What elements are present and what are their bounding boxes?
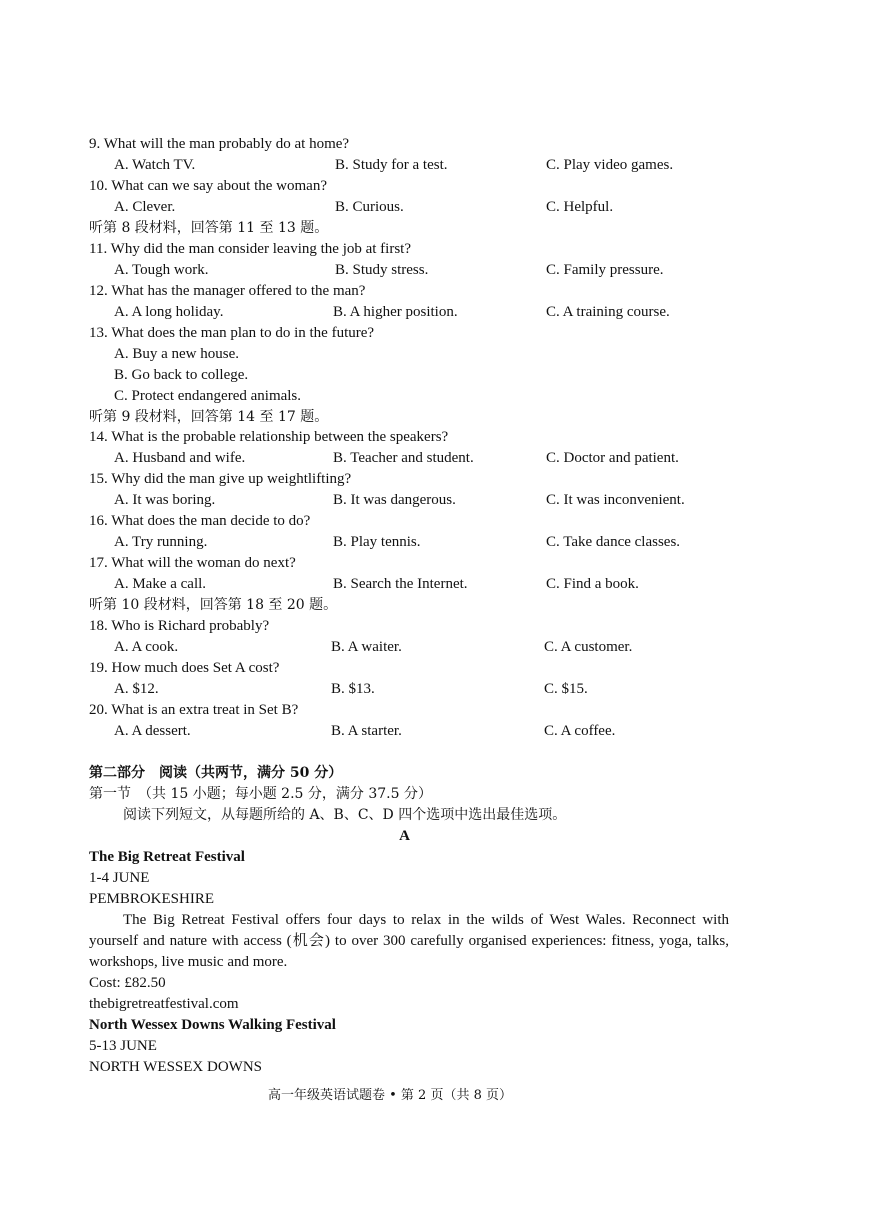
part-2-title: 第二部分 阅读（共两节，满分 50 分） <box>89 765 343 781</box>
section-9-heading: 听第 9 段材料，回答第 14 至 17 题。 <box>89 409 329 425</box>
option-12b: B. A higher position. <box>333 304 458 320</box>
option-12c: C. A training course. <box>546 304 670 320</box>
question-12: 12. What has the manager offered to the man? <box>89 283 366 299</box>
option-16b: B. Play tennis. <box>333 534 421 550</box>
question-15: 15. Why did the man give up weightlifting? <box>89 471 352 487</box>
option-17b: B. Search the Internet. <box>333 576 468 592</box>
option-16a: A. Try running. <box>114 534 208 550</box>
festival-2-place: NORTH WESSEX DOWNS <box>89 1059 262 1075</box>
question-17: 17. What will the woman do next? <box>89 555 296 571</box>
page-footer: 高一年级英语试题卷 • 第 2 页（共 8 页） <box>267 1088 512 1103</box>
option-16c: C. Take dance classes. <box>546 534 681 550</box>
festival-1-description: The Big Retreat Festival offers four days to relax in the wilds of West Wales. Reconnect with yourself and nature with access (机会) to over 300 carefully organised experiences: fitness, yoga, talks, workshops, live music and more. <box>89 912 729 970</box>
option-11a: A. Tough work. <box>114 262 209 278</box>
option-11c: C. Family pressure. <box>546 262 664 278</box>
option-11b: B. Study stress. <box>335 262 429 278</box>
option-9a: A. Watch TV. <box>114 157 196 173</box>
option-13c: C. Protect endangered animals. <box>114 388 302 404</box>
option-18c: C. A customer. <box>544 639 633 655</box>
festival-1-website: thebigretreatfestival.com <box>89 996 239 1012</box>
option-10c: C. Helpful. <box>546 199 614 215</box>
option-14c: C. Doctor and patient. <box>546 450 679 466</box>
festival-1-dates: 1-4 JUNE <box>89 870 150 886</box>
option-20c: C. A coffee. <box>544 723 616 739</box>
section-8-heading: 听第 8 段材料，回答第 11 至 13 题。 <box>89 220 329 236</box>
option-9c: C. Play video games. <box>546 157 674 173</box>
option-9b: B. Study for a test. <box>335 157 448 173</box>
option-19a: A. $12. <box>114 681 159 697</box>
festival-1-name: The Big Retreat Festival <box>89 849 245 865</box>
question-20: 20. What is an extra treat in Set B? <box>89 702 299 718</box>
festival-1-cost: Cost: £82.50 <box>89 975 166 991</box>
festival-2-name: North Wessex Downs Walking Festival <box>89 1017 336 1033</box>
passage-label: A <box>399 828 410 844</box>
option-13b: B. Go back to college. <box>114 367 249 383</box>
reading-instruction: 阅读下列短文，从每题所给的 A、B、C、D 四个选项中选出最佳选项。 <box>123 807 567 823</box>
option-20b: B. A starter. <box>331 723 402 739</box>
option-12a: A. A long holiday. <box>114 304 224 320</box>
option-15b: B. It was dangerous. <box>333 492 456 508</box>
question-16: 16. What does the man decide to do? <box>89 513 311 529</box>
question-14: 14. What is the probable relationship between the speakers? <box>89 429 449 445</box>
option-10a: A. Clever. <box>114 199 176 215</box>
question-9: 9. What will the man probably do at home? <box>89 136 350 152</box>
option-15a: A. It was boring. <box>114 492 216 508</box>
option-10b: B. Curious. <box>335 199 404 215</box>
option-18b: B. A waiter. <box>331 639 402 655</box>
question-10: 10. What can we say about the woman? <box>89 178 327 194</box>
part-2-section-1: 第一节 （共 15 小题；每小题 2.5 分，满分 37.5 分） <box>89 786 432 802</box>
festival-2-dates: 5-13 JUNE <box>89 1038 157 1054</box>
option-14a: A. Husband and wife. <box>114 450 246 466</box>
option-19c: C. $15. <box>544 681 588 697</box>
question-11: 11. Why did the man consider leaving the job at first? <box>89 241 412 257</box>
question-13: 13. What does the man plan to do in the future? <box>89 325 375 341</box>
option-20a: A. A dessert. <box>114 723 191 739</box>
question-18: 18. Who is Richard probably? <box>89 618 270 634</box>
option-19b: B. $13. <box>331 681 375 697</box>
option-17c: C. Find a book. <box>546 576 639 592</box>
option-15c: C. It was inconvenient. <box>546 492 685 508</box>
option-14b: B. Teacher and student. <box>333 450 474 466</box>
section-10-heading: 听第 10 段材料，回答第 18 至 20 题。 <box>89 597 338 613</box>
option-13a: A. Buy a new house. <box>114 346 239 362</box>
option-17a: A. Make a call. <box>114 576 207 592</box>
festival-1-place: PEMBROKESHIRE <box>89 891 215 907</box>
question-19: 19. How much does Set A cost? <box>89 660 280 676</box>
option-18a: A. A cook. <box>114 639 179 655</box>
